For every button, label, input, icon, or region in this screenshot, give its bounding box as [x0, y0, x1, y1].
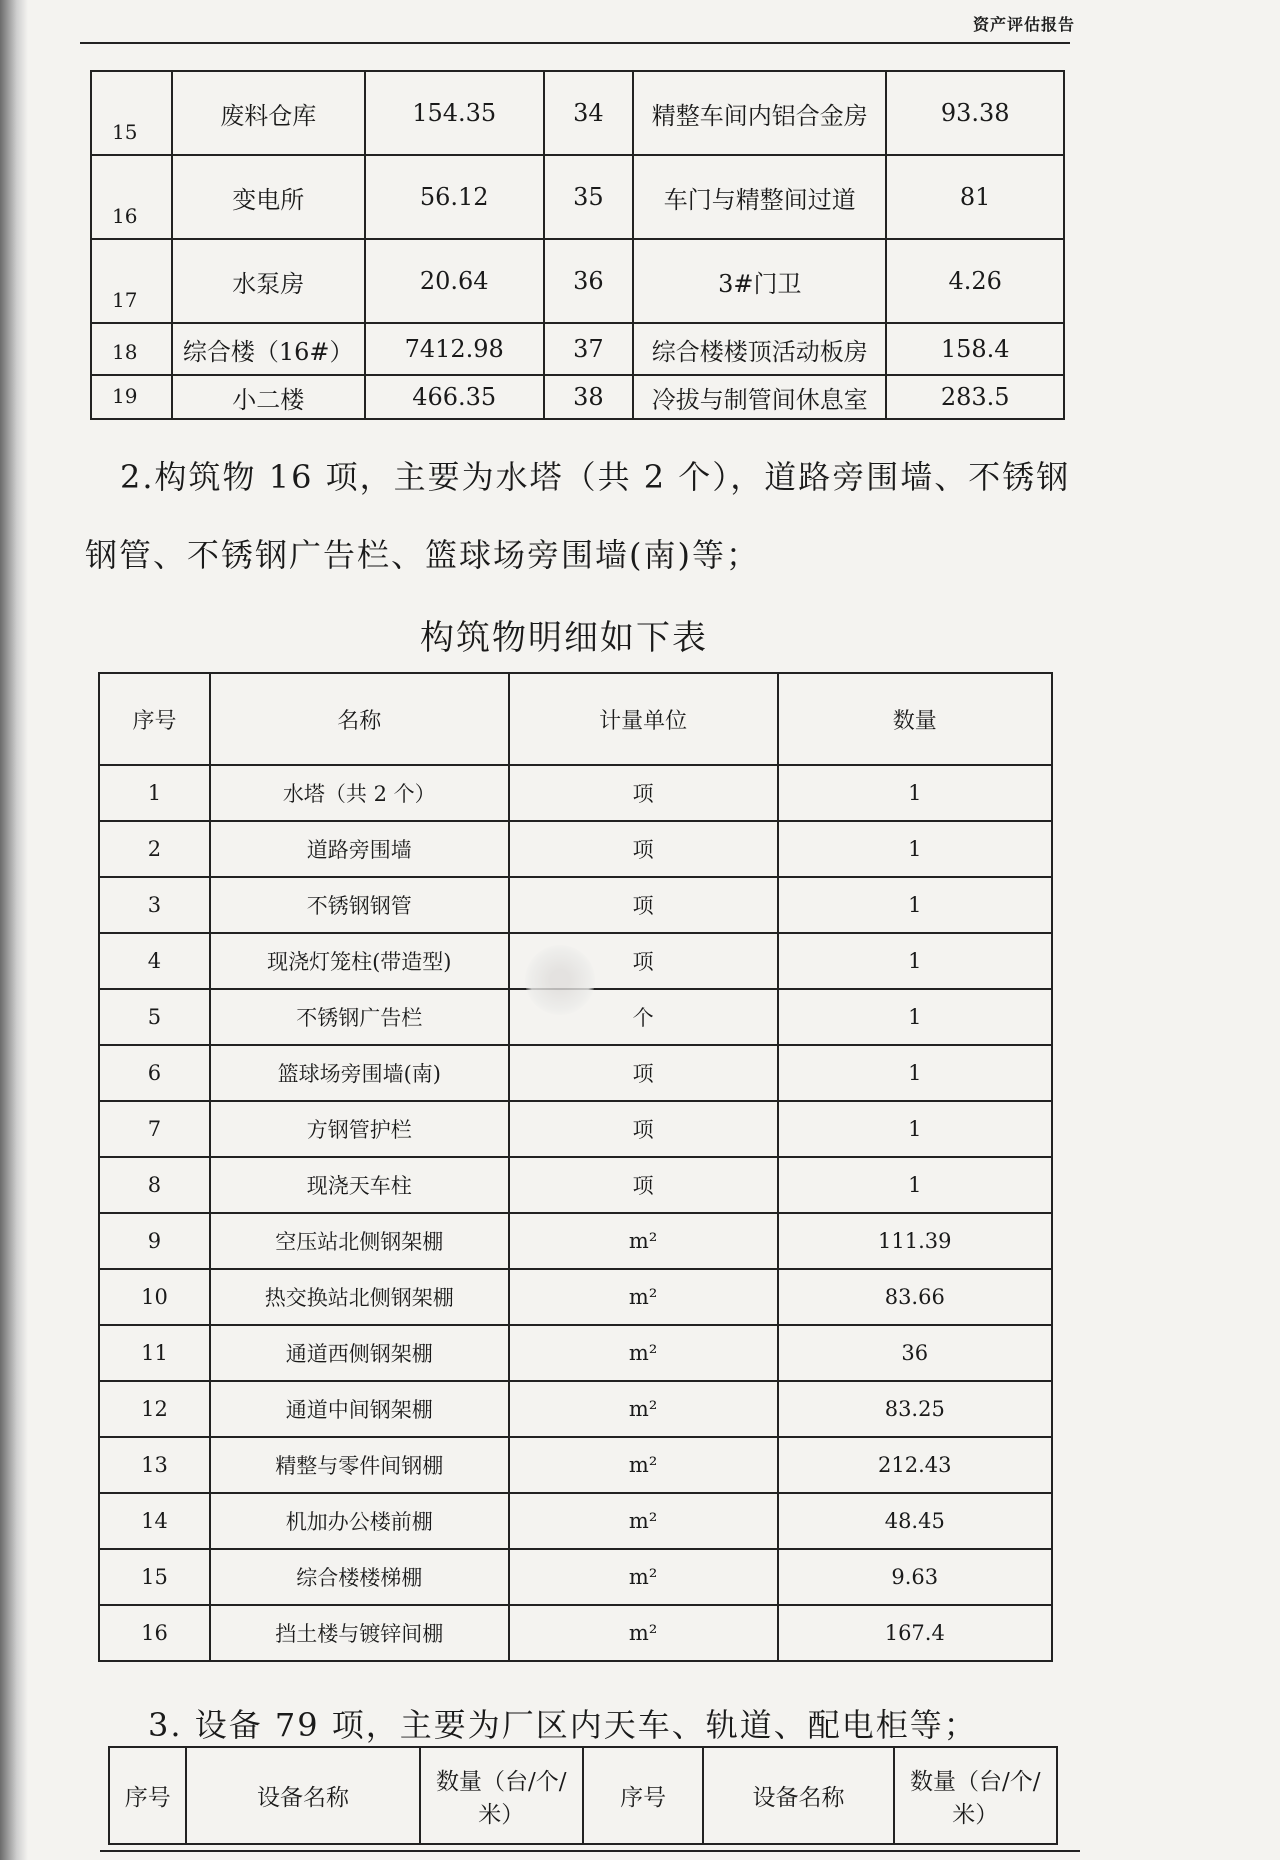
header-qty: 数量	[778, 673, 1052, 765]
cell-name: 机加办公楼前棚	[210, 1493, 509, 1549]
cell-name: 通道西侧钢架棚	[210, 1325, 509, 1381]
cell-seq: 19	[91, 375, 172, 419]
cell-unit: m²	[509, 1605, 778, 1661]
cell-qty: 212.43	[778, 1437, 1052, 1493]
cell-unit: 项	[509, 821, 778, 877]
report-title: 资产评估报告	[972, 15, 1075, 34]
cell-area-2: 283.5	[886, 375, 1064, 419]
cell-unit: 项	[509, 1101, 778, 1157]
cell-seq: 16	[99, 1605, 210, 1661]
cell-seq-2: 35	[544, 155, 634, 239]
cell-qty: 1	[778, 1157, 1052, 1213]
cell-area: 20.64	[365, 239, 544, 323]
table-row	[99, 1269, 1052, 1325]
cell-name-2: 冷拔与制管间休息室	[633, 375, 886, 419]
table-row	[99, 1213, 1052, 1269]
cell-name: 现浇灯笼柱(带造型)	[210, 933, 509, 989]
header-equipment-name: 设备名称	[186, 1747, 419, 1844]
header-quantity-2: 数量（台/个/米）	[894, 1747, 1057, 1844]
cell-unit: m²	[509, 1381, 778, 1437]
cell-seq: 3	[99, 877, 210, 933]
structures-paragraph-line1: 2.构筑物 16 项，主要为水塔（共 2 个），道路旁围墙、不锈钢	[120, 458, 1071, 496]
cell-area-2: 93.38	[886, 71, 1064, 155]
header-seq-2: 序号	[583, 1747, 703, 1844]
table-row	[91, 71, 1064, 155]
cell-seq: 8	[99, 1157, 210, 1213]
cell-area-2: 81	[886, 155, 1064, 239]
cell-unit: 项	[509, 1157, 778, 1213]
cell-area-2: 4.26	[886, 239, 1064, 323]
cell-qty: 167.4	[778, 1605, 1052, 1661]
cell-qty: 36	[778, 1325, 1052, 1381]
table-row	[99, 1045, 1052, 1101]
cell-seq: 15	[91, 71, 172, 155]
header-name: 名称	[210, 673, 509, 765]
table-row	[99, 1493, 1052, 1549]
cell-area: 466.35	[365, 375, 544, 419]
cell-unit: m²	[509, 1493, 778, 1549]
cell-name: 通道中间钢架棚	[210, 1381, 509, 1437]
cell-seq: 5	[99, 989, 210, 1045]
cell-qty: 9.63	[778, 1549, 1052, 1605]
cell-seq: 1	[99, 765, 210, 821]
cell-name: 变电所	[172, 155, 365, 239]
faint-stamp-mark	[525, 945, 595, 1015]
cell-name: 综合楼（16#）	[172, 323, 365, 375]
cell-name: 热交换站北侧钢架棚	[210, 1269, 509, 1325]
cell-name: 综合楼楼梯棚	[210, 1549, 509, 1605]
cell-area: 154.35	[365, 71, 544, 155]
cell-name: 水泵房	[172, 239, 365, 323]
table-row	[91, 375, 1064, 419]
structures-table-caption: 构筑物明细如下表	[420, 618, 708, 658]
cell-unit: m²	[509, 1269, 778, 1325]
cell-name: 道路旁围墙	[210, 821, 509, 877]
cell-unit: 项	[509, 877, 778, 933]
cell-name: 空压站北侧钢架棚	[210, 1213, 509, 1269]
cell-qty: 1	[778, 989, 1052, 1045]
equipment-table	[108, 1746, 1058, 1845]
cell-name: 不锈钢钢管	[210, 877, 509, 933]
page-edge-shadow	[0, 0, 28, 1860]
page-bottom-rule	[100, 1850, 1080, 1852]
cell-qty: 1	[778, 1045, 1052, 1101]
table-row	[99, 1437, 1052, 1493]
cell-name: 方钢管护栏	[210, 1101, 509, 1157]
cell-qty: 83.25	[778, 1381, 1052, 1437]
table-row	[99, 1605, 1052, 1661]
cell-seq: 10	[99, 1269, 210, 1325]
cell-qty: 1	[778, 877, 1052, 933]
cell-unit: 项	[509, 1045, 778, 1101]
cell-name: 水塔（共 2 个）	[210, 765, 509, 821]
cell-unit: m²	[509, 1437, 778, 1493]
cell-qty: 111.39	[778, 1213, 1052, 1269]
header-quantity: 数量（台/个/米）	[420, 1747, 583, 1844]
table-row	[91, 155, 1064, 239]
cell-unit: 个	[509, 989, 778, 1045]
cell-area-2: 158.4	[886, 323, 1064, 375]
cell-seq-2: 36	[544, 239, 634, 323]
header-seq: 序号	[99, 673, 210, 765]
cell-seq-2: 34	[544, 71, 634, 155]
header-rule	[80, 42, 1070, 44]
table-row	[99, 1381, 1052, 1437]
cell-seq-2: 37	[544, 323, 634, 375]
cell-seq: 14	[99, 1493, 210, 1549]
cell-qty: 1	[778, 765, 1052, 821]
header-unit: 计量单位	[509, 673, 778, 765]
cell-name-2: 精整车间内铝合金房	[633, 71, 886, 155]
table-row	[99, 1101, 1052, 1157]
cell-name-2: 3#门卫	[633, 239, 886, 323]
table-header-row	[99, 673, 1052, 765]
cell-unit: 项	[509, 933, 778, 989]
table-header-row	[109, 1747, 1057, 1844]
buildings-table-continued	[90, 70, 1065, 420]
cell-seq: 13	[99, 1437, 210, 1493]
cell-seq: 12	[99, 1381, 210, 1437]
cell-seq: 9	[99, 1213, 210, 1269]
cell-name: 不锈钢广告栏	[210, 989, 509, 1045]
cell-name: 挡土楼与镀锌间棚	[210, 1605, 509, 1661]
cell-seq: 16	[91, 155, 172, 239]
cell-name: 篮球场旁围墙(南)	[210, 1045, 509, 1101]
cell-qty: 1	[778, 933, 1052, 989]
cell-unit: m²	[509, 1213, 778, 1269]
structures-paragraph-line2: 钢管、不锈钢广告栏、篮球场旁围墙(南)等；	[85, 536, 760, 574]
header-seq: 序号	[109, 1747, 186, 1844]
cell-seq-2: 38	[544, 375, 634, 419]
table-row	[99, 821, 1052, 877]
structures-table	[98, 672, 1053, 1662]
cell-seq: 15	[99, 1549, 210, 1605]
equipment-paragraph: 3. 设备 79 项，主要为厂区内天车、轨道、配电柜等；	[148, 1706, 978, 1744]
cell-seq: 11	[99, 1325, 210, 1381]
table-row	[99, 1157, 1052, 1213]
table-row	[99, 765, 1052, 821]
cell-name: 小二楼	[172, 375, 365, 419]
table-row	[91, 323, 1064, 375]
cell-qty: 83.66	[778, 1269, 1052, 1325]
table-row	[99, 877, 1052, 933]
cell-qty: 1	[778, 821, 1052, 877]
cell-name: 现浇天车柱	[210, 1157, 509, 1213]
cell-seq: 2	[99, 821, 210, 877]
cell-area: 7412.98	[365, 323, 544, 375]
cell-qty: 1	[778, 1101, 1052, 1157]
cell-name-2: 综合楼楼顶活动板房	[633, 323, 886, 375]
table-row	[91, 239, 1064, 323]
cell-seq: 6	[99, 1045, 210, 1101]
cell-seq: 17	[91, 239, 172, 323]
cell-name: 精整与零件间钢棚	[210, 1437, 509, 1493]
cell-name-2: 车门与精整间过道	[633, 155, 886, 239]
cell-unit: m²	[509, 1549, 778, 1605]
cell-seq: 18	[91, 323, 172, 375]
table-row	[99, 1325, 1052, 1381]
cell-qty: 48.45	[778, 1493, 1052, 1549]
cell-seq: 7	[99, 1101, 210, 1157]
cell-name: 废料仓库	[172, 71, 365, 155]
cell-unit: m²	[509, 1325, 778, 1381]
cell-unit: 项	[509, 765, 778, 821]
table-row	[99, 1549, 1052, 1605]
header-equipment-name-2: 设备名称	[703, 1747, 893, 1844]
cell-seq: 4	[99, 933, 210, 989]
cell-area: 56.12	[365, 155, 544, 239]
